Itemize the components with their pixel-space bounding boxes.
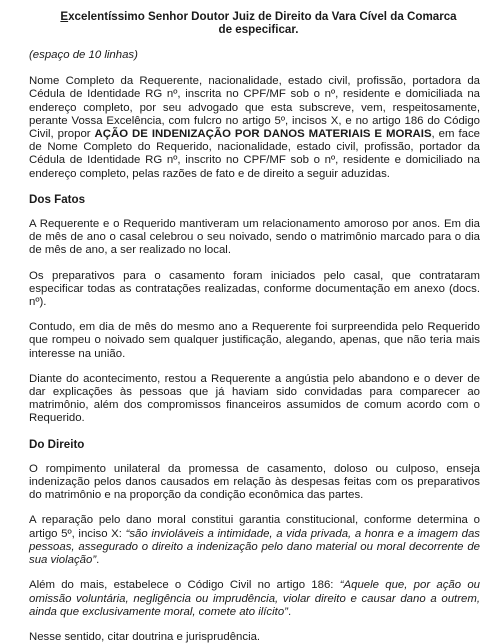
law-paragraph-2-end: . [96, 554, 100, 567]
action-title: AÇÃO DE INDENIZAÇÃO POR DANOS MATERIAIS E MORAIS [94, 128, 432, 141]
facts-paragraph-1: A Requerente e o Requerido mantiveram um relacionamento amoroso por anos. Em dia de mês de ano o casal celebrou o seu noivado, sendo o matrimônio marcado para o dia de mês de ano, a ser realizado no local. [29, 218, 480, 257]
law-paragraph-2 [29, 514, 480, 567]
heading-initial: E [60, 10, 69, 23]
heading-line-2: de especificar. [218, 23, 299, 36]
intro-text-2: , em face de Nome Completo do Requerido, nacionalidade, estado civil, profissão, portador da Cédula de Identidade RG nº, inscrito no CPF/MF sob o nº, residente e domiciliado na endereço completo, pelas razões de fato e de direito a seguir aduzidas. [29, 128, 480, 180]
facts-paragraph-4: Diante do acontecimento, restou a Requerente a angústia pelo abandono e o dever de dar explicações às pessoas que já haviam sido convidadas para comparecer ao matrimônio, além dos compromissos financeiros assumidos de comum acordo com o Requerido. [29, 372, 480, 425]
law-paragraph-3-end: . [287, 605, 292, 618]
intro-text-1: Nome Completo da Requerente, nacionalidade, estado civil, profissão, portadora da Cédula de Identidade RG nº, inscrita no CPF/MF sob o nº, residente e domiciliada na endereço completo, por seu advogado que esta subscreve, vem, respeitosamente, perante Vossa Excelência, com fulcro no artigo 5º, incisos X, e no artigo 186 do Código Civil, propor [29, 75, 480, 141]
law-paragraph-2-intro: A reparação pelo dano moral constitui garantia constitucional, conforme determina o artigo 5º, inciso X: [29, 514, 480, 540]
civil-code-quote: “Aquele que, por ação ou omissão voluntária, negligência ou imprudência, violar direito e causar dano a outrem, ainda que exclusivamente moral, comete ato ilícito” [29, 579, 480, 618]
facts-paragraph-2: Os preparativos para o casamento foram iniciados pelo casal, que contrataram especificar todas as contratações realizadas, conforme documentação em anexo (docs. nº). [29, 269, 480, 309]
constitution-quote: “são invioláveis a intimidade, a vida privada, a honra e a imagem das pessoas, assegurado o direito a indenização pelo dano material ou moral decorrente de sua violação” [29, 527, 481, 567]
law-paragraph-3 [29, 579, 480, 619]
heading-line-1 [37, 10, 480, 23]
law-paragraph-4: Nesse sentido, citar doutrina e jurisprudência. [29, 630, 261, 643]
heading-line-1-text: xcelentíssimo Senhor Doutor Juiz de Direito da Vara Cível da Comarca [68, 10, 457, 23]
intro-paragraph [29, 75, 480, 181]
section-title-facts: Dos Fatos [29, 192, 86, 206]
document-heading [29, 10, 480, 36]
space-note: (espaço de 10 linhas) [29, 49, 138, 61]
facts-paragraph-3: Contudo, em dia de mês do mesmo ano a Requerente foi surpreendida pelo Requerido que rompeu o noivado sem qualquer justificação, alegando, apenas, que não teria mais interesse na união. [29, 321, 480, 360]
section-title-law: Do Direito [29, 437, 85, 451]
law-paragraph-3-intro: Além do mais, estabelece o Código Civil no artigo 186: [29, 579, 340, 592]
law-paragraph-1: O rompimento unilateral da promessa de casamento, doloso ou culposo, enseja indenização pelos danos causados em relação às despesas feitas com os preparativos do matrimônio e na proporção da condição econômica das partes. [29, 462, 480, 502]
